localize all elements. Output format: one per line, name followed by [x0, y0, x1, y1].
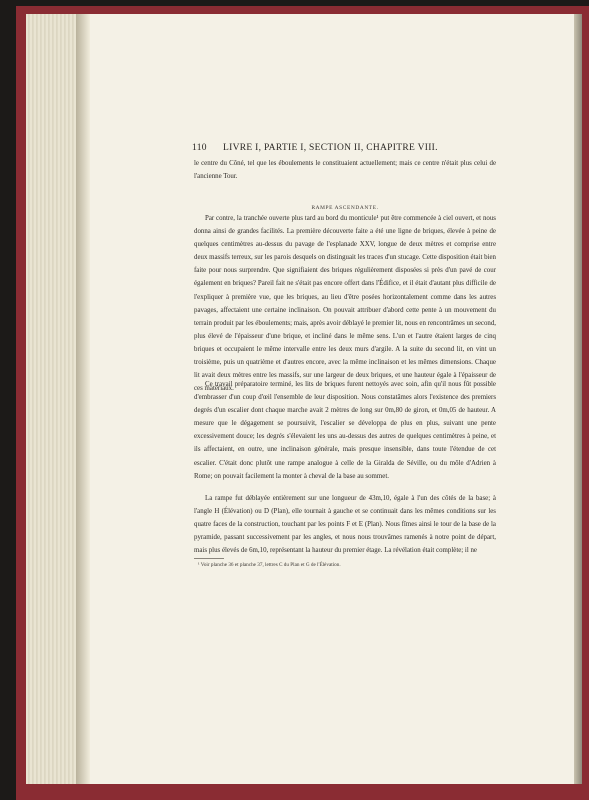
footnote: ¹ Voir planche 36 et planche 37, lettres C du Plan et G de l'Élévation. — [198, 562, 341, 568]
page-right-edge — [574, 14, 582, 784]
running-title: LIVRE I, PARTIE I, SECTION II, CHAPITRE VIII. — [223, 143, 438, 153]
page-number: 110 — [192, 143, 207, 153]
paragraph-4: La rampe fut déblayée entièrement sur une longueur de 43m,10, égale à l'un des côtés de la base; à l'angle H (Élévation) ou D (Plan), elle tournait à gauche et se continuait dans les mêmes conditions sur les quatre faces de la construction, touchant par les points F et E (Plan). Nous fîmes ainsi le tour de la base de la pyramide, passant successivement par les angles, et nous nous trouvâmes ramenés à notre point de départ, mais plus élevés de 6m,10, représentant la hauteur du premier étage. La révélation était complète; il ne — [194, 495, 496, 555]
page-gutter — [76, 14, 90, 784]
footnote-rule — [194, 558, 224, 559]
section-title: RAMPE ASCENDANTE. — [311, 205, 379, 211]
paragraph-2: Par contre, la tranchée ouverte plus tard au bord du monticule¹ put être commencée à ciel ouvert, et nous donna ainsi de grandes facilités. La première découverte faite a été une ligne de briques, élevée à peine de quelques centimètres au-dessus du pavage de l'esplanade XXV, longue de deux mètres et comprise entre deux massifs terreux, sur les parois desquels on distinguait les traces d'un stucage. Cette disposition était bien faite pour nous surprendre. Que signifiaient des briques régulièrement disposées si près d'un pavé de cour également en briques? Pareil fait ne s'était pas encore offert dans l'Édifice, et il était d'autant plus difficile de l'expliquer à première vue, que les briques, au lieu d'être posées horizontalement comme dans les autres pavages, affectaient une certaine inclinaison. On pouvait attribuer d'abord cette pente à un mouvement du terrain produit par les éboulements; mais, après avoir déblayé le premier lit, nous en rencontrâmes un second, plus élevé de l'épaisseur d'une brique, et incliné dans le même sens. L'un et l'autre étaient larges de cinq briques et occupaient le même intervalle entre les deux murs d'argile. A la suite du second lit, en vint un troisième, puis un quatrième et d'autres encore, avec la même inclinaison et les mêmes dimensions. Chaque lit avait deux mètres entre les massifs, sur une largeur de deux briques, et une hauteur égale à l'épaisseur de ces matériaux. — [194, 215, 496, 393]
page-edges — [26, 14, 76, 784]
paragraph-1: le centre du Côné, tel que les éboulements le constituaient actuellement; mais ce centre n'était plus celui de l'ancienne Tour. — [194, 160, 496, 181]
paragraph-3: Ce travail préparatoire terminé, les lits de briques furent nettoyés avec soin, afin qu'il nous fût possible d'embrasser d'un coup d'œil l'ensemble de leur disposition. Nous constatâmes alors l'existence des premiers degrés d'un escalier dont chaque marche avait 2 mètres de long sur 0m,80 de giron, et 0m,05 de hauteur. A mesure que le dégagement se poursuivit, l'escalier se développa de plus en plus, suivant une pente excessivement douce; les degrés s'élevaient les uns au-dessus des autres de quelques centimètres à peine, et ils affectaient, en outre, une inclinaison générale, mais presque insensible, dans toute l'étendue de cet escalier. C'était donc plutôt une rampe analogue à celle de la Giralda de Séville, ou du môle d'Adrien à Rome; on pouvait facilement la monter à cheval de la base au sommet. — [194, 381, 496, 480]
running-header — [192, 143, 492, 155]
